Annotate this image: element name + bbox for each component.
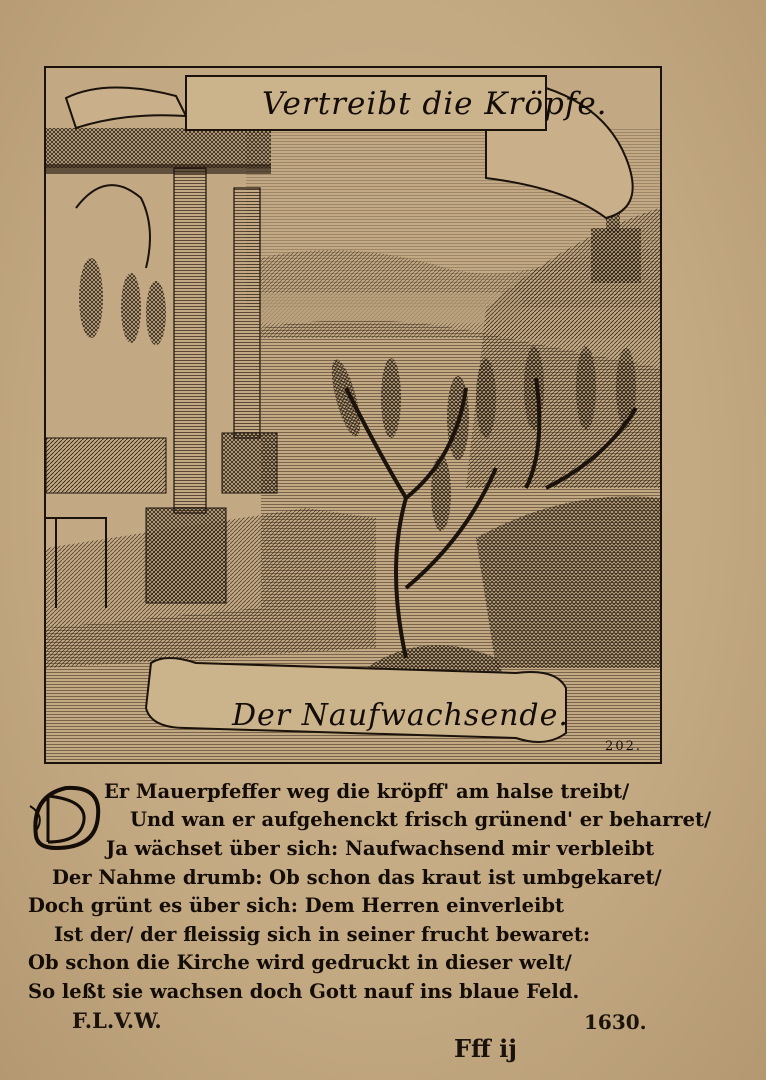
verse-line: Er Mauerpfeffer weg die kröpff' am halse treibt/ [104,780,630,803]
verse-line: Und wan er aufgehenckt frisch grünend' er beharret/ [130,808,712,831]
verse-line: Ob schon die Kirche wird gedruckt in dieser welt/ [28,951,572,974]
engraving-plate [44,66,662,764]
dropcap-ornament [26,776,106,856]
verse-line: So leßt sie wachsen doch Gott nauf ins blaue Feld. [28,980,580,1003]
year: 1630. [584,1010,647,1034]
signature-mark: Fff ij [454,1034,517,1063]
verse-line: Der Nahme drumb: Ob schon das kraut ist umbgekaret/ [52,866,662,889]
bottom-banner-title: Der Naufwachsende. [232,698,569,733]
top-banner-title: Vertreibt die Kröpfe. [262,86,608,122]
engraving-illustration [46,68,660,762]
plate-number: 202. [605,739,642,754]
verse-line: Ist der/ der fleissig sich in seiner frucht bewaret: [54,923,591,946]
verse-line: Doch grünt es über sich: Dem Herren einverleibt [28,894,565,917]
author-initials: F.L.V.W. [72,1008,162,1033]
verse-line: Ja wächset über sich: Naufwachsend mir verbleibt [106,837,655,860]
